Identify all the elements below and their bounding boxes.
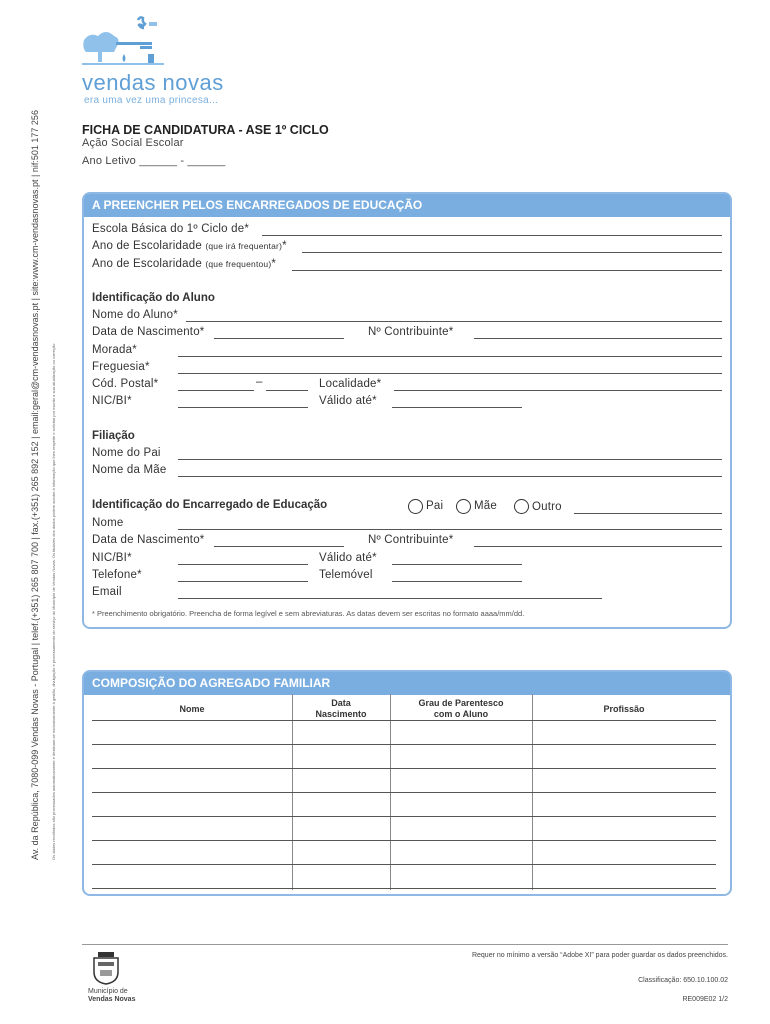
radio-mother[interactable] <box>456 499 471 514</box>
guardian-section-heading: A PREENCHER PELOS ENCARREGADOS DE EDUCAÇÃO <box>84 194 730 217</box>
household-section-heading: COMPOSIÇÃO DO AGREGADO FAMILIAR <box>84 672 730 695</box>
student-birth-field[interactable] <box>214 338 344 339</box>
col-job-header: Profissão <box>603 704 645 714</box>
guardian-taxid-field[interactable] <box>474 546 722 547</box>
student-valid-label: Válido até* <box>319 395 377 407</box>
footer-divider <box>82 944 728 945</box>
col-relation-header: Grau de Parentesco com o Aluno <box>418 698 504 719</box>
student-locality-field[interactable] <box>394 390 722 391</box>
grade-next-field[interactable] <box>302 252 722 253</box>
student-valid-field[interactable] <box>392 407 522 408</box>
side-address: Av. da República, 7080-099 Vendas Novas - Portugal | telef.(+351) 265 807 700 | fax.(+351) 265 892 152 | email:geral@cm-vendasnovas.pt | site:www.cm-vendasnovas.pt | nif:501 177 256 <box>30 110 40 860</box>
grade-last-field[interactable] <box>292 270 722 271</box>
table-row[interactable] <box>92 720 716 721</box>
student-locality-label: Localidade* <box>319 378 382 390</box>
table-row[interactable] <box>92 888 716 889</box>
student-id-label: NIC/BI* <box>92 395 132 407</box>
municipality-name-2: Vendas Novas <box>88 996 136 1003</box>
guardian-valid-label: Válido até* <box>319 552 377 564</box>
radio-father[interactable] <box>408 499 423 514</box>
municipal-crest-icon <box>88 950 124 986</box>
col-birth-header: Data Nascimento <box>315 698 367 719</box>
guardian-name-field[interactable] <box>178 529 722 530</box>
guardian-taxid-label: Nº Contribuinte* <box>368 534 454 546</box>
student-id-field[interactable] <box>178 407 308 408</box>
father-name-label: Nome do Pai <box>92 447 161 459</box>
side-privacy-note: Os dados recolhidos são processados automaticamente e destinam-se exclusivamente à gestão, divulgação e processamento do serviço do Município de Vendas Novas. Os titulares dos dados podem aceder à informação que lhes respeite e solicitar por escrito a sua atualização ou correção <box>51 343 56 860</box>
mother-name-field[interactable] <box>178 476 722 477</box>
table-row[interactable] <box>92 840 716 841</box>
mother-name-label: Nome da Mãe <box>92 464 167 476</box>
student-postal-field-2[interactable] <box>266 390 308 391</box>
student-address-label: Morada* <box>92 344 137 356</box>
col-name-header: Nome <box>179 704 205 714</box>
guardian-name-label: Nome <box>92 517 124 529</box>
adobe-note: Requer no mínimo a versão “Adobe XI” para poder guardar os dados preenchidos. <box>471 952 728 959</box>
guardian-mobile-label: Telemóvel <box>319 569 373 581</box>
other-relation-field[interactable] <box>574 513 722 514</box>
mandatory-note: * Preenchimento obrigatório. Preencha de forma legível e sem abreviaturas. As datas devem ser escritas no formato aaaa/mm/dd. <box>92 609 525 618</box>
radio-mother-label: Mãe <box>474 500 497 512</box>
table-row[interactable] <box>92 792 716 793</box>
guardian-email-label: Email <box>92 586 122 598</box>
vendas-novas-logo <box>82 14 164 68</box>
student-name-label: Nome do Aluno* <box>92 309 178 321</box>
table-row[interactable] <box>92 744 716 745</box>
guardian-mobile-field[interactable] <box>392 581 522 582</box>
grade-next-label: Ano de Escolaridade (que irá frequentar)* <box>92 240 287 252</box>
guardian-phone-label: Telefone* <box>92 569 142 581</box>
student-taxid-label: Nº Contribuinte* <box>368 326 454 338</box>
table-row[interactable] <box>92 768 716 769</box>
radio-other[interactable] <box>514 499 529 514</box>
student-birth-label: Data de Nascimento* <box>92 326 205 338</box>
radio-other-label: Outro <box>532 501 562 513</box>
student-postal-label: Cód. Postal* <box>92 378 159 390</box>
student-parish-label: Freguesia* <box>92 361 150 373</box>
form-title: FICHA DE CANDIDATURA - ASE 1º CICLO <box>82 123 329 137</box>
document-ref: RE009E02 1/2 <box>682 996 728 1003</box>
guardian-phone-field[interactable] <box>178 581 308 582</box>
guardian-id-title: Identificação do Encarregado de Educação <box>92 499 328 511</box>
table-row[interactable] <box>92 816 716 817</box>
student-parish-field[interactable] <box>178 373 722 374</box>
school-label: Escola Básica do 1º Ciclo de* <box>92 223 250 235</box>
grade-last-label: Ano de Escolaridade (que frequentou)* <box>92 258 277 270</box>
classification: Classificação: 650.10.100.02 <box>638 977 728 984</box>
student-address-field[interactable] <box>178 356 722 357</box>
student-section-title: Identificação do Aluno <box>92 292 215 304</box>
municipality-name-1: Município de <box>88 988 128 995</box>
parents-section-title: Filiação <box>92 430 135 442</box>
guardian-email-field[interactable] <box>178 598 602 599</box>
student-name-field[interactable] <box>186 321 722 322</box>
guardian-birth-label: Data de Nascimento* <box>92 534 205 546</box>
guardian-birth-field[interactable] <box>214 546 344 547</box>
form-subtitle: Ação Social Escolar <box>82 137 184 149</box>
brand-name: vendas novas <box>82 70 224 95</box>
radio-father-label: Pai <box>426 500 444 512</box>
guardian-valid-field[interactable] <box>392 564 522 565</box>
school-year-field[interactable]: Ano Letivo ______ - ______ <box>82 155 226 167</box>
father-name-field[interactable] <box>178 459 722 460</box>
student-postal-field-1[interactable] <box>178 390 254 391</box>
school-field[interactable] <box>262 235 722 236</box>
brand-tagline: era uma vez uma princesa... <box>84 95 219 106</box>
student-taxid-field[interactable] <box>474 338 722 339</box>
guardian-id-label: NIC/BI* <box>92 552 132 564</box>
table-row[interactable] <box>92 864 716 865</box>
postal-dash: – <box>256 376 263 388</box>
guardian-id-field[interactable] <box>178 564 308 565</box>
